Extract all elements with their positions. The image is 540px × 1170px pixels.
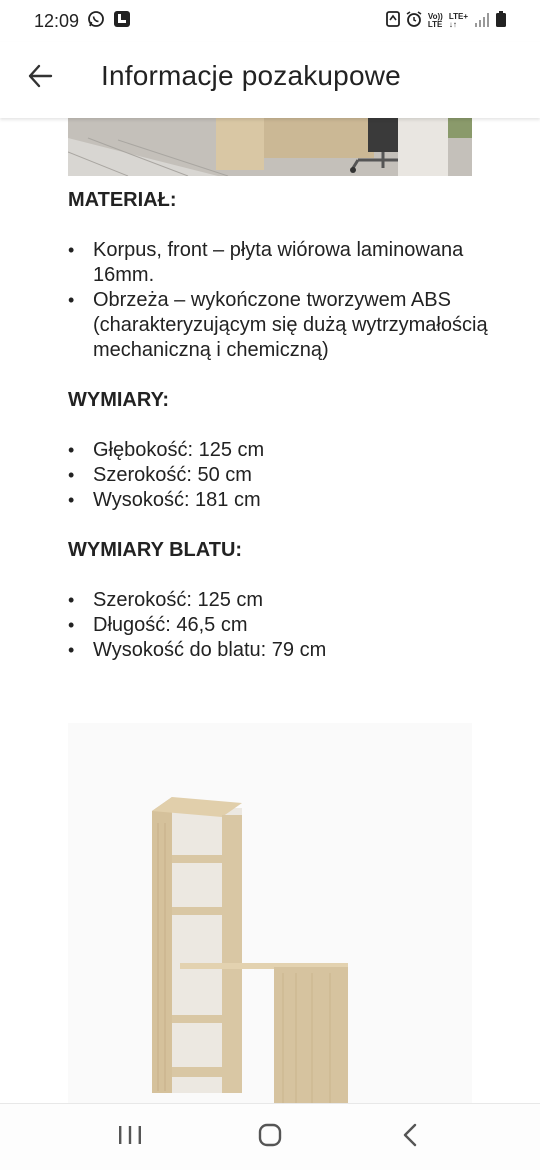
data-saver-icon: [386, 11, 400, 32]
product-photo-desk: [68, 723, 472, 1103]
home-button[interactable]: [240, 1115, 300, 1159]
section-heading: MATERIAŁ:: [68, 189, 177, 211]
section-dimensions: [68, 388, 488, 513]
section-heading: WYMIARY BLATU:: [68, 539, 243, 561]
bullet-list: [68, 438, 488, 513]
volte-label: Vo)): [427, 12, 443, 21]
list-item: • Wysokość: 181 cm: [68, 488, 488, 513]
product-photo-top: [68, 118, 472, 176]
system-nav-bar: [0, 1103, 540, 1170]
list-item: • Długość: 46,5 cm: [68, 613, 488, 638]
lte-indicator: [449, 13, 468, 29]
list-item: • Wysokość do blatu: 79 cm: [68, 638, 488, 663]
bullet-list: [68, 238, 488, 363]
list-item: • Szerokość: 125 cm: [68, 588, 488, 613]
status-time: 12:09: [34, 10, 80, 31]
volte-indicator: [428, 13, 443, 29]
section-heading: WYMIARY:: [68, 389, 170, 411]
alarm-icon: [406, 11, 422, 32]
list-item: • Głębokość: 125 cm: [68, 438, 488, 463]
list-item: • Szerokość: 50 cm: [68, 463, 488, 488]
system-back-button[interactable]: [380, 1115, 440, 1159]
volte-lte-label: LTE: [427, 20, 443, 29]
lte-arrows-label: ↓↑: [448, 20, 457, 29]
signal-icon: [474, 11, 490, 32]
recents-button[interactable]: [100, 1115, 160, 1159]
home-icon: [257, 1122, 283, 1153]
list-item: • Korpus, front – płyta wiórowa laminowana 16mm.: [68, 238, 488, 288]
app-bar: [0, 42, 540, 118]
notification-app-icon: [113, 10, 131, 33]
product-description: [68, 188, 488, 688]
scroll-content[interactable]: [0, 118, 540, 1103]
arrow-left-icon: [27, 63, 53, 94]
status-right: [386, 11, 506, 32]
section-desktop-dimensions: [68, 538, 488, 663]
page-title: Informacje pozakupowe: [101, 60, 401, 91]
back-button[interactable]: [20, 58, 60, 98]
status-bar: [0, 0, 540, 42]
lte-plus-label: LTE+: [448, 12, 468, 21]
list-item: • Obrzeża – wykończone tworzywem ABS (charakteryzującym się dużą wytrzymałością mechaniczną i chemiczną): [68, 288, 488, 363]
recents-icon: [117, 1124, 143, 1151]
bullet-list: [68, 588, 488, 663]
section-material: [68, 188, 488, 363]
status-left: [34, 10, 131, 33]
back-chevron-icon: [401, 1122, 419, 1153]
battery-icon: [496, 11, 506, 32]
whatsapp-icon: [87, 10, 105, 33]
